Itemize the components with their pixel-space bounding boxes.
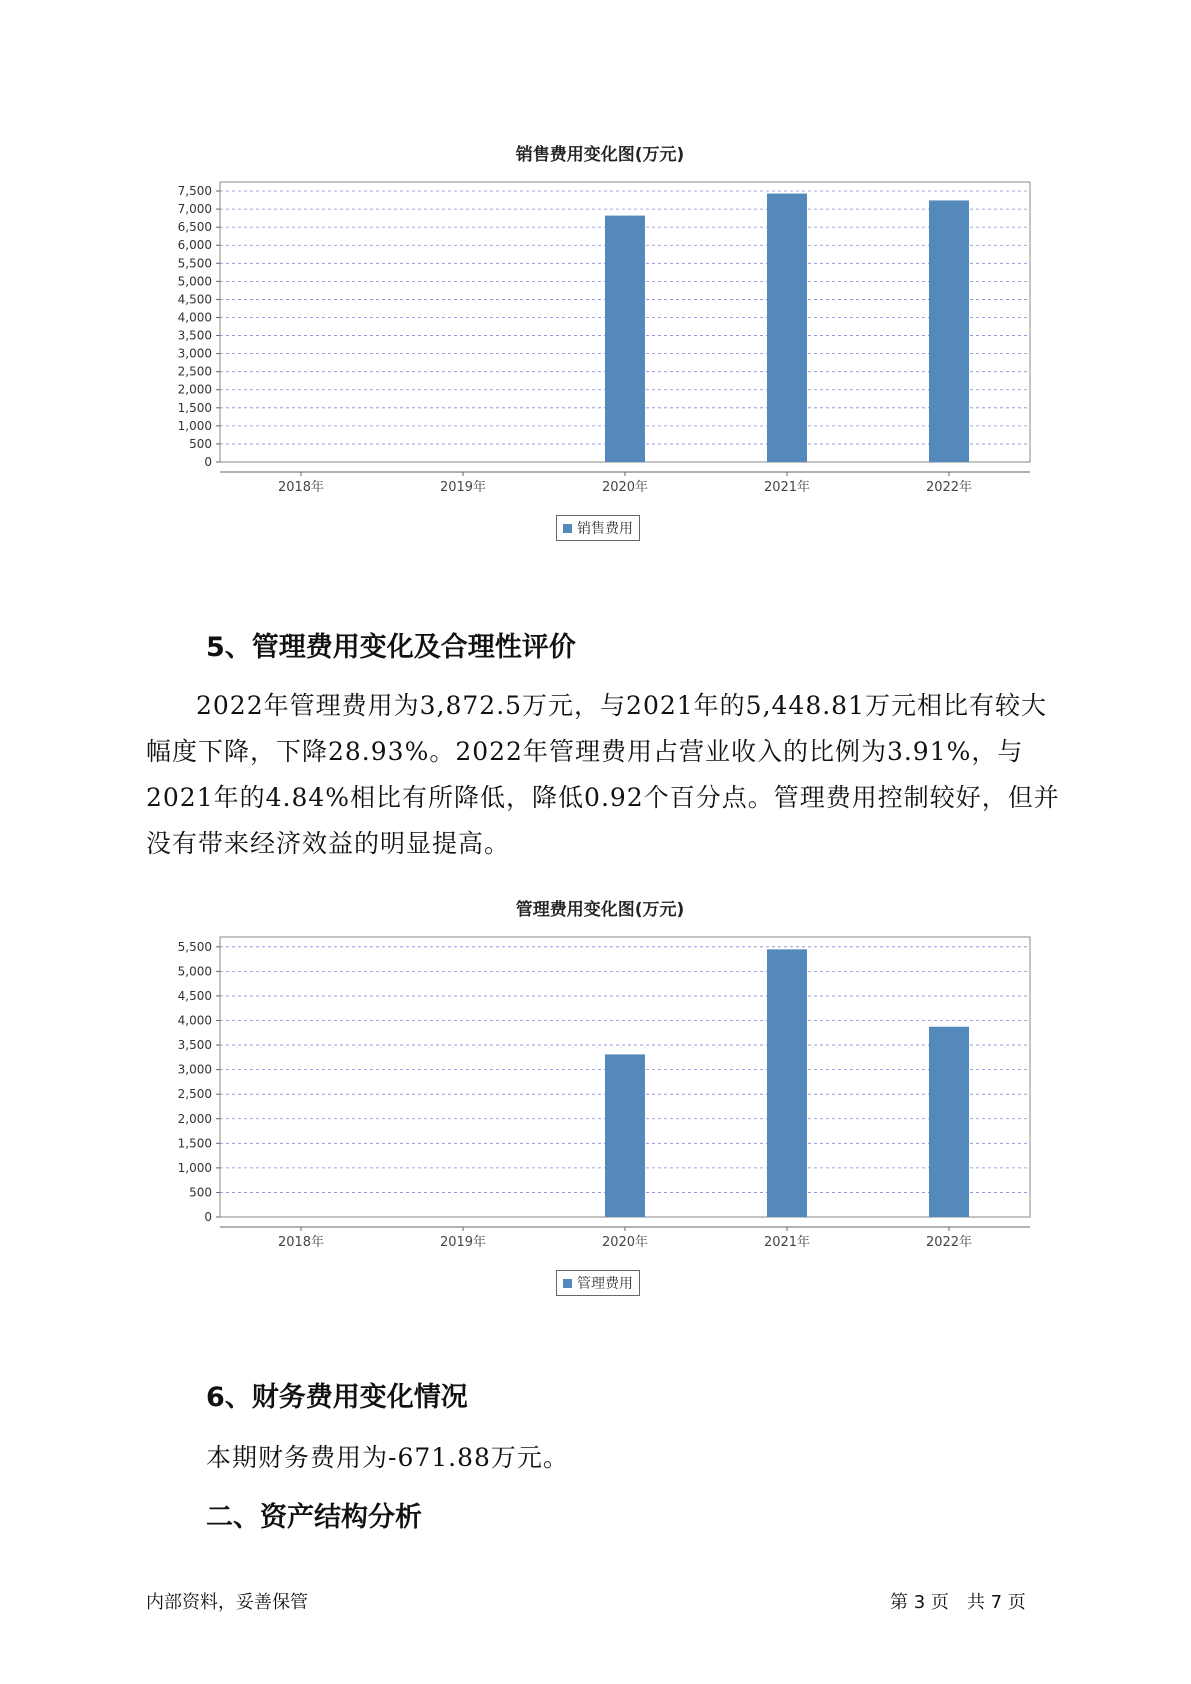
y-tick-label: 4,000 (177, 1013, 212, 1028)
y-tick-label: 6,000 (177, 238, 212, 253)
y-tick-label: 1,000 (177, 1160, 212, 1175)
y-tick-label: 2,000 (177, 382, 212, 397)
chart-plot (150, 170, 1050, 515)
bar (929, 200, 969, 462)
footer-page-number: 第 3 页 共 7 页 (890, 1592, 1026, 1613)
x-tick-label: 2021年 (763, 1235, 811, 1250)
y-tick-label: 2,000 (177, 1111, 212, 1126)
y-tick-label: 1,500 (177, 400, 212, 415)
y-tick-label: 1,500 (177, 1136, 212, 1151)
bar (767, 949, 807, 1217)
y-tick-label: 4,000 (177, 310, 212, 325)
bar (767, 194, 807, 462)
chart-plot (150, 925, 1050, 1270)
x-tick-label: 2020年 (601, 1235, 649, 1250)
y-tick-label: 3,500 (177, 1038, 212, 1053)
x-tick-label: 2021年 (763, 480, 811, 495)
y-tick-label: 5,000 (177, 964, 212, 979)
y-tick-label: 5,500 (177, 939, 212, 954)
x-tick-label: 2019年 (439, 1235, 487, 1250)
section-6-paragraph: 本期财务费用为-671.88万元。 (206, 1443, 569, 1472)
y-tick-label: 0 (204, 1210, 212, 1224)
legend-swatch (563, 1279, 572, 1288)
x-tick-label: 2022年 (925, 1235, 973, 1250)
y-tick-label: 5,000 (177, 274, 212, 289)
chart-legend (556, 1270, 640, 1296)
x-tick-label: 2018年 (277, 1235, 325, 1250)
bar (605, 216, 645, 462)
y-tick-label: 2,500 (177, 1087, 212, 1102)
y-tick-label: 0 (204, 455, 212, 469)
chart-title: 销售费用变化图(万元) (515, 145, 685, 165)
y-tick-label: 1,000 (177, 418, 212, 433)
legend-label: 管理费用 (577, 1276, 633, 1292)
legend-label: 销售费用 (577, 521, 633, 537)
y-tick-label: 500 (189, 1185, 212, 1200)
x-tick-label: 2018年 (277, 480, 325, 495)
bar (605, 1054, 645, 1217)
y-tick-label: 7,500 (177, 184, 212, 199)
section-5-paragraph: 2022年管理费用为3,872.5万元，与2021年的5,448.81万元相比有较大幅度下降，下降28.93%。2022年管理费用占营业收入的比例为3.91%，与2021年的4.84%相比有所降低，降低0.92个百分点。管理费用控制较好，但并没有带来经济效益的明显提高。 (146, 691, 1060, 858)
section-5-heading: 5、管理费用变化及合理性评价 (206, 632, 576, 663)
x-tick-label: 2020年 (601, 480, 649, 495)
y-tick-label: 6,500 (177, 220, 212, 235)
sales-expense-chart (150, 140, 1050, 560)
section-6-heading: 6、财务费用变化情况 (206, 1382, 468, 1413)
y-tick-label: 5,500 (177, 256, 212, 271)
y-tick-label: 2,500 (177, 364, 212, 379)
y-tick-label: 500 (189, 436, 212, 451)
x-tick-label: 2019年 (439, 480, 487, 495)
y-tick-label: 3,000 (177, 346, 212, 361)
bar (929, 1027, 969, 1217)
y-tick-label: 3,000 (177, 1062, 212, 1077)
management-expense-chart (150, 895, 1050, 1315)
y-tick-label: 4,500 (177, 292, 212, 307)
footer-left: 内部资料，妥善保管 (146, 1592, 308, 1613)
chart-legend (556, 515, 640, 541)
x-tick-label: 2022年 (925, 480, 973, 495)
y-tick-label: 4,500 (177, 988, 212, 1003)
chart-title: 管理费用变化图(万元) (515, 900, 685, 920)
y-tick-label: 7,000 (177, 202, 212, 217)
legend-swatch (563, 524, 572, 533)
y-tick-label: 3,500 (177, 328, 212, 343)
part-2-heading: 二、资产结构分析 (206, 1502, 422, 1533)
